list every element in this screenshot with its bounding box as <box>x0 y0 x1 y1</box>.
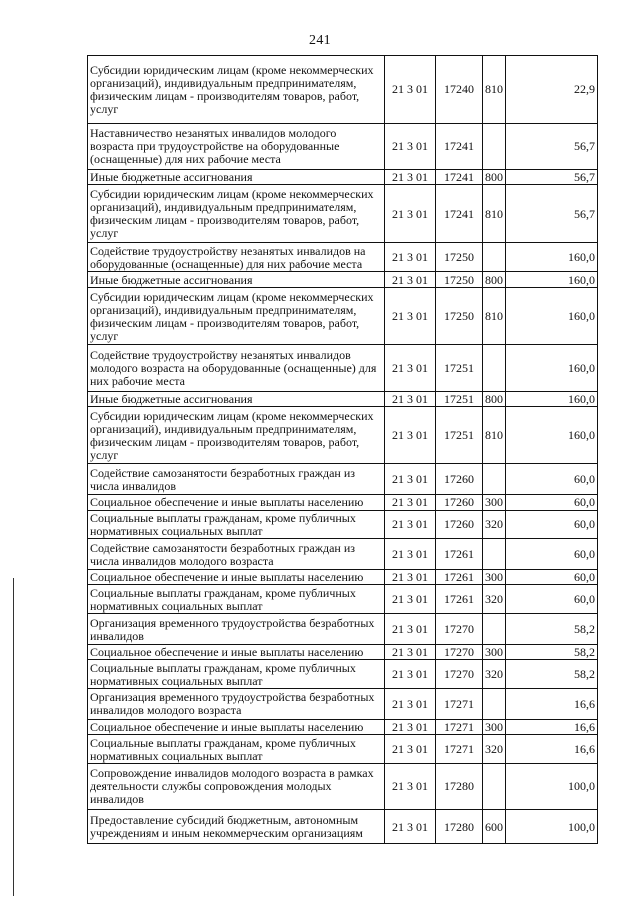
table-row <box>88 56 598 124</box>
row-article-cell: 17270 <box>436 644 483 659</box>
row-name-cell: Сопровождение инвалидов молодого возраста в рамках деятельности службы сопровождения молодых инвалидов <box>88 763 385 809</box>
margin-line <box>13 578 14 896</box>
row-sum-cell: 60,0 <box>506 570 598 585</box>
row-section-cell: 21 3 01 <box>385 272 436 287</box>
row-sum-cell: 60,0 <box>506 510 598 539</box>
row-expense-type-cell: 810 <box>483 287 506 344</box>
budget-table-body <box>88 56 598 844</box>
row-article-cell: 17260 <box>436 510 483 539</box>
row-expense-type-cell <box>483 464 506 495</box>
row-article-cell: 17270 <box>436 660 483 689</box>
budget-table <box>87 55 598 844</box>
row-article-cell: 17271 <box>436 689 483 720</box>
table-row <box>88 406 598 463</box>
table-row <box>88 644 598 659</box>
row-name-cell: Социальное обеспечение и иные выплаты населению <box>88 570 385 585</box>
row-sum-cell: 56,7 <box>506 185 598 242</box>
row-expense-type-cell <box>483 689 506 720</box>
row-article-cell: 17240 <box>436 56 483 124</box>
row-name-cell: Субсидии юридическим лицам (кроме некоммерческих организаций), индивидуальным предпринимателям, физическим лицам - производителям товаров, работ, услуг <box>88 406 385 463</box>
row-sum-cell: 160,0 <box>506 345 598 391</box>
row-sum-cell: 58,2 <box>506 660 598 689</box>
row-article-cell: 17241 <box>436 185 483 242</box>
row-sum-cell: 160,0 <box>506 242 598 272</box>
table-row <box>88 570 598 585</box>
row-name-cell: Иные бюджетные ассигнования <box>88 391 385 406</box>
table-row <box>88 510 598 539</box>
row-sum-cell: 60,0 <box>506 585 598 614</box>
row-section-cell: 21 3 01 <box>385 391 436 406</box>
row-expense-type-cell <box>483 242 506 272</box>
row-article-cell: 17280 <box>436 763 483 809</box>
row-name-cell: Социальные выплаты гражданам, кроме публичных нормативных социальных выплат <box>88 660 385 689</box>
table-row <box>88 287 598 344</box>
row-expense-type-cell: 300 <box>483 719 506 734</box>
table-row <box>88 495 598 510</box>
row-section-cell: 21 3 01 <box>385 763 436 809</box>
row-sum-cell: 56,7 <box>506 169 598 184</box>
row-sum-cell: 100,0 <box>506 810 598 844</box>
row-name-cell: Иные бюджетные ассигнования <box>88 272 385 287</box>
row-expense-type-cell: 300 <box>483 644 506 659</box>
row-section-cell: 21 3 01 <box>385 614 436 645</box>
row-article-cell: 17250 <box>436 242 483 272</box>
row-name-cell: Социальное обеспечение и иные выплаты населению <box>88 495 385 510</box>
table-row <box>88 763 598 809</box>
row-section-cell: 21 3 01 <box>385 644 436 659</box>
row-sum-cell: 160,0 <box>506 391 598 406</box>
row-section-cell: 21 3 01 <box>385 185 436 242</box>
row-section-cell: 21 3 01 <box>385 495 436 510</box>
row-section-cell: 21 3 01 <box>385 242 436 272</box>
row-expense-type-cell: 800 <box>483 169 506 184</box>
row-expense-type-cell: 800 <box>483 391 506 406</box>
row-name-cell: Социальное обеспечение и иные выплаты населению <box>88 719 385 734</box>
row-section-cell: 21 3 01 <box>385 810 436 844</box>
row-sum-cell: 160,0 <box>506 272 598 287</box>
row-expense-type-cell: 300 <box>483 570 506 585</box>
row-expense-type-cell <box>483 123 506 169</box>
row-article-cell: 17250 <box>436 272 483 287</box>
row-sum-cell: 60,0 <box>506 539 598 570</box>
row-article-cell: 17271 <box>436 735 483 764</box>
row-expense-type-cell: 300 <box>483 495 506 510</box>
row-sum-cell: 16,6 <box>506 689 598 720</box>
row-article-cell: 17261 <box>436 539 483 570</box>
row-name-cell: Социальные выплаты гражданам, кроме публичных нормативных социальных выплат <box>88 510 385 539</box>
table-row <box>88 242 598 272</box>
row-name-cell: Предоставление субсидий бюджетным, автономным учреждениям и иным некоммерческим организациям <box>88 810 385 844</box>
page-number: 241 <box>309 33 331 48</box>
row-article-cell: 17270 <box>436 614 483 645</box>
table-row <box>88 123 598 169</box>
row-sum-cell: 22,9 <box>506 56 598 124</box>
table-row <box>88 345 598 391</box>
row-article-cell: 17260 <box>436 464 483 495</box>
row-name-cell: Содействие самозанятости безработных граждан из числа инвалидов молодого возраста <box>88 539 385 570</box>
row-name-cell: Социальное обеспечение и иные выплаты населению <box>88 644 385 659</box>
row-expense-type-cell <box>483 539 506 570</box>
row-section-cell: 21 3 01 <box>385 287 436 344</box>
row-article-cell: 17251 <box>436 391 483 406</box>
table-row <box>88 719 598 734</box>
row-article-cell: 17261 <box>436 570 483 585</box>
row-name-cell: Социальные выплаты гражданам, кроме публичных нормативных социальных выплат <box>88 585 385 614</box>
row-section-cell: 21 3 01 <box>385 585 436 614</box>
row-expense-type-cell: 320 <box>483 585 506 614</box>
table-row <box>88 464 598 495</box>
row-name-cell: Содействие самозанятости безработных граждан из числа инвалидов <box>88 464 385 495</box>
row-section-cell: 21 3 01 <box>385 464 436 495</box>
row-section-cell: 21 3 01 <box>385 539 436 570</box>
row-section-cell: 21 3 01 <box>385 735 436 764</box>
table-row <box>88 169 598 184</box>
row-section-cell: 21 3 01 <box>385 510 436 539</box>
row-sum-cell: 160,0 <box>506 406 598 463</box>
table-row <box>88 185 598 242</box>
row-section-cell: 21 3 01 <box>385 660 436 689</box>
row-article-cell: 17260 <box>436 495 483 510</box>
table-row <box>88 614 598 645</box>
budget-table-container <box>87 55 597 844</box>
row-article-cell: 17250 <box>436 287 483 344</box>
row-expense-type-cell: 320 <box>483 510 506 539</box>
row-section-cell: 21 3 01 <box>385 406 436 463</box>
row-expense-type-cell: 800 <box>483 272 506 287</box>
row-sum-cell: 58,2 <box>506 644 598 659</box>
row-sum-cell: 60,0 <box>506 464 598 495</box>
row-sum-cell: 58,2 <box>506 614 598 645</box>
table-row <box>88 810 598 844</box>
table-row <box>88 391 598 406</box>
row-article-cell: 17251 <box>436 406 483 463</box>
row-name-cell: Субсидии юридическим лицам (кроме некоммерческих организаций), индивидуальным предпринимателям, физическим лицам - производителям товаров, работ, услуг <box>88 287 385 344</box>
row-expense-type-cell <box>483 345 506 391</box>
row-name-cell: Иные бюджетные ассигнования <box>88 169 385 184</box>
row-article-cell: 17251 <box>436 345 483 391</box>
row-sum-cell: 60,0 <box>506 495 598 510</box>
row-article-cell: 17261 <box>436 585 483 614</box>
row-article-cell: 17241 <box>436 169 483 184</box>
row-section-cell: 21 3 01 <box>385 56 436 124</box>
table-row <box>88 272 598 287</box>
row-section-cell: 21 3 01 <box>385 689 436 720</box>
row-expense-type-cell: 320 <box>483 735 506 764</box>
table-row <box>88 585 598 614</box>
row-expense-type-cell <box>483 614 506 645</box>
row-name-cell: Субсидии юридическим лицам (кроме некоммерческих организаций), индивидуальным предпринимателям, физическим лицам - производителям товаров, работ, услуг <box>88 185 385 242</box>
row-section-cell: 21 3 01 <box>385 169 436 184</box>
row-sum-cell: 160,0 <box>506 287 598 344</box>
table-row <box>88 689 598 720</box>
row-name-cell: Субсидии юридическим лицам (кроме некоммерческих организаций), индивидуальным предпринимателям, физическим лицам - производителям товаров, работ, услуг <box>88 56 385 124</box>
row-name-cell: Организация временного трудоустройства безработных инвалидов молодого возраста <box>88 689 385 720</box>
row-sum-cell: 16,6 <box>506 719 598 734</box>
row-expense-type-cell: 320 <box>483 660 506 689</box>
row-name-cell: Наставничество незанятых инвалидов молодого возраста при трудоустройстве на оборудованные (оснащенные) для них рабочие места <box>88 123 385 169</box>
row-article-cell: 17241 <box>436 123 483 169</box>
row-article-cell: 17271 <box>436 719 483 734</box>
row-name-cell: Содействие трудоустройству незанятых инвалидов на оборудованные (оснащенные) для них рабочие места <box>88 242 385 272</box>
row-section-cell: 21 3 01 <box>385 123 436 169</box>
row-name-cell: Социальные выплаты гражданам, кроме публичных нормативных социальных выплат <box>88 735 385 764</box>
row-name-cell: Организация временного трудоустройства безработных инвалидов <box>88 614 385 645</box>
row-sum-cell: 16,6 <box>506 735 598 764</box>
row-expense-type-cell: 810 <box>483 185 506 242</box>
table-row <box>88 735 598 764</box>
row-expense-type-cell: 810 <box>483 406 506 463</box>
row-article-cell: 17280 <box>436 810 483 844</box>
row-sum-cell: 100,0 <box>506 763 598 809</box>
row-name-cell: Содействие трудоустройству незанятых инвалидов молодого возраста на оборудованные (оснащенные) для них рабочие места <box>88 345 385 391</box>
row-sum-cell: 56,7 <box>506 123 598 169</box>
row-expense-type-cell <box>483 763 506 809</box>
row-section-cell: 21 3 01 <box>385 719 436 734</box>
table-row <box>88 660 598 689</box>
table-row <box>88 539 598 570</box>
row-expense-type-cell: 810 <box>483 56 506 124</box>
row-expense-type-cell: 600 <box>483 810 506 844</box>
row-section-cell: 21 3 01 <box>385 570 436 585</box>
row-section-cell: 21 3 01 <box>385 345 436 391</box>
